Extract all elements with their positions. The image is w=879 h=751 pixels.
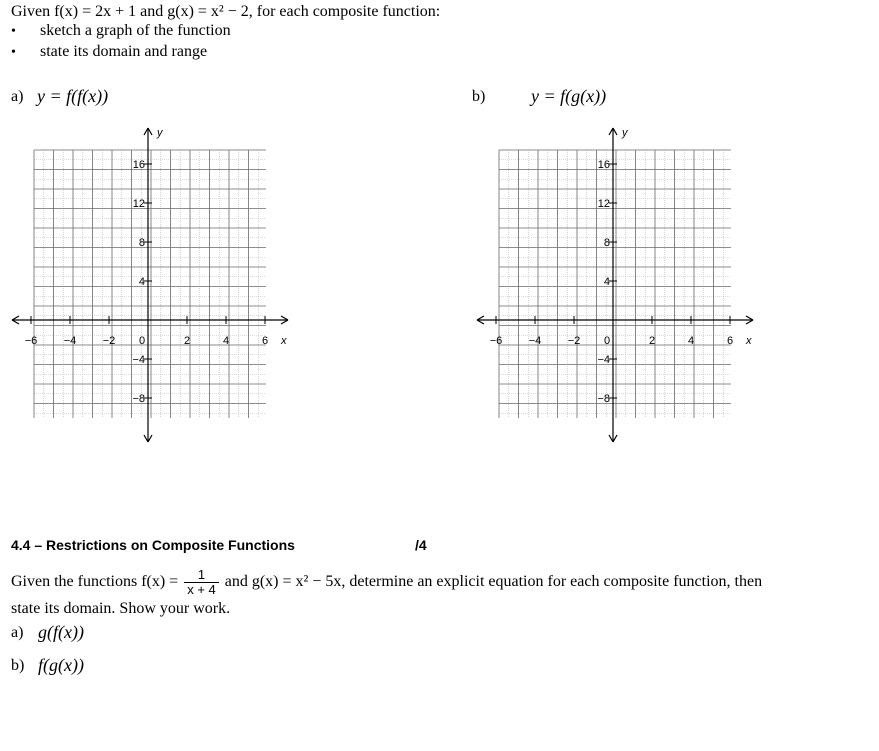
x-axis-label: x — [746, 335, 752, 347]
y-tick-label: 4 — [603, 276, 610, 288]
x-tick-label: 0 — [603, 335, 611, 347]
y-tick-label: 12 — [597, 198, 610, 210]
x-tick-label: −2 — [102, 335, 116, 347]
given-suffix: and g(x) = x² − 5x, determine an explicit equation for each composite function, then — [224, 573, 763, 591]
fraction — [184, 568, 219, 597]
x-tick-label: 0 — [138, 335, 146, 347]
bullet-text: state its domain and range — [40, 43, 208, 60]
y-axis-label: y — [157, 127, 163, 139]
x-tick-label: −4 — [528, 335, 542, 347]
given-line-1 — [11, 568, 762, 597]
x-tick-label: 4 — [687, 335, 695, 347]
y-tick-label: −4 — [597, 354, 610, 366]
x-tick-label: 2 — [648, 335, 656, 347]
bullet-item — [11, 22, 16, 40]
part-b-expression: y = f(g(x)) — [531, 86, 607, 106]
x-tick-label: −6 — [489, 335, 503, 347]
part-a-label: a) — [11, 88, 24, 105]
y-tick-label: 16 — [597, 159, 610, 171]
item-a-expression: g(f(x)) — [38, 622, 84, 642]
item-b-expression: f(g(x)) — [38, 655, 84, 675]
item-a-label: a) — [11, 624, 24, 641]
y-tick-label: 8 — [138, 237, 145, 249]
y-tick-label: 8 — [603, 237, 610, 249]
fraction-numerator: 1 — [184, 568, 219, 583]
y-tick-label: 16 — [132, 159, 145, 171]
part-a-expression: y = f(f(x)) — [37, 86, 109, 106]
graph-a — [0, 120, 300, 450]
part-b-label: b) — [472, 88, 486, 105]
fraction-denominator: x + 4 — [187, 582, 216, 597]
graph-b — [465, 120, 765, 450]
section-title: 4.4 – Restrictions on Composite Functions — [11, 537, 295, 553]
given-prefix: Given the functions f(x) = — [11, 573, 179, 591]
y-axis-label: y — [622, 127, 628, 139]
x-tick-label: −4 — [63, 335, 77, 347]
bullet-dot-icon: • — [11, 24, 16, 39]
y-tick-label: −8 — [132, 393, 145, 405]
section-marks: /4 — [415, 537, 427, 553]
y-tick-label: −4 — [132, 354, 145, 366]
bullet-item — [11, 43, 16, 61]
x-axis-label: x — [281, 335, 287, 347]
intro-line: Given f(x) = 2x + 1 and g(x) = x² − 2, for each composite function: — [11, 3, 441, 20]
x-tick-label: 6 — [261, 335, 269, 347]
x-tick-label: −2 — [567, 335, 581, 347]
y-tick-label: 4 — [138, 276, 145, 288]
given-line-2: state its domain. Show your work. — [11, 600, 231, 617]
bullet-dot-icon: • — [11, 45, 16, 60]
y-tick-label: −8 — [597, 393, 610, 405]
item-b-label: b) — [11, 657, 25, 674]
x-tick-label: 4 — [222, 335, 230, 347]
bullet-text: sketch a graph of the function — [40, 22, 231, 39]
x-tick-label: −6 — [24, 335, 38, 347]
y-tick-label: 12 — [132, 198, 145, 210]
x-tick-label: 2 — [183, 335, 191, 347]
x-tick-label: 6 — [726, 335, 734, 347]
